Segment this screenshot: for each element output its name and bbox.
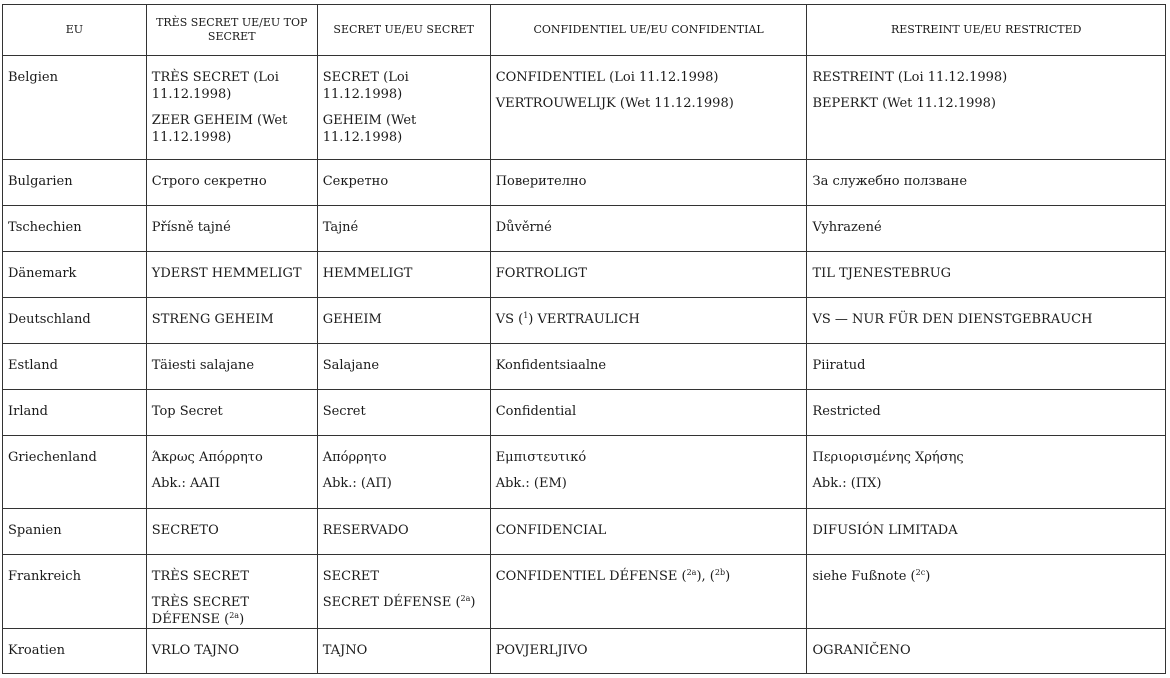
cell-top-secret	[146, 160, 317, 206]
cell-confidential	[490, 252, 807, 298]
cell-line: Строго секретно	[151, 174, 267, 189]
cell-line: Vyhrazené	[812, 220, 882, 235]
cell-line: Abk.: (ΕΜ)	[495, 476, 567, 491]
cell-line: SECRET	[322, 569, 379, 584]
cell-top-secret	[146, 555, 317, 629]
cell-secret	[317, 56, 490, 160]
cell-restricted	[807, 436, 1166, 509]
cell-line: YDERST HEMMELIGT	[151, 266, 302, 281]
footnote-ref: 2b	[714, 568, 726, 577]
cell-line: SECRET (Loi 11.12.1998)	[322, 70, 409, 102]
cell-line: OGRANIČENO	[812, 643, 911, 658]
cell-country: Bulgarien	[3, 160, 147, 206]
cell-line: Přísně tajné	[151, 220, 231, 235]
header-confidential: CONFIDENTIEL UE/EU CONFIDENTIAL	[490, 5, 807, 56]
cell-line: Abk.: ΑΑΠ	[151, 476, 221, 491]
cell-line: Απόρρητο	[322, 450, 387, 465]
cell-line: Περιορισμένης Χρήσης	[812, 450, 964, 465]
cell-country: Deutschland	[3, 298, 147, 344]
cell-restricted	[807, 555, 1166, 629]
cell-line: Restricted	[812, 404, 881, 419]
cell-line: VS ($^1$) VERTRAULICH	[495, 311, 640, 327]
cell-text-after: ,	[701, 569, 710, 584]
cell-country: Dänemark	[3, 252, 147, 298]
cell-line: Piiratud	[812, 358, 866, 373]
classification-table	[2, 4, 1166, 674]
footnote-ref: 2a	[460, 594, 471, 603]
cell-secret	[317, 509, 490, 555]
cell-country: Tschechien	[3, 206, 147, 252]
cell-secret	[317, 206, 490, 252]
table-row	[3, 252, 1166, 298]
cell-country: Estland	[3, 344, 147, 390]
cell-secret	[317, 298, 490, 344]
cell-line: Поверително	[495, 174, 587, 189]
cell-line: ZEER GEHEIM (Wet 11.12.1998)	[151, 113, 288, 145]
cell-top-secret	[146, 390, 317, 436]
cell-confidential	[490, 555, 807, 629]
cell-line: TIL TJENESTEBRUG	[812, 266, 952, 281]
cell-line: TRÈS SECRET	[151, 569, 250, 584]
footnote-ref: 2a	[686, 568, 697, 577]
table-row	[3, 344, 1166, 390]
cell-country: Kroatien	[3, 629, 147, 674]
cell-confidential	[490, 298, 807, 344]
cell-line: Εμπιστευτικό	[495, 450, 587, 465]
cell-top-secret	[146, 56, 317, 160]
cell-top-secret	[146, 344, 317, 390]
table-body	[3, 56, 1166, 674]
cell-line: Tajné	[322, 220, 359, 235]
cell-text-after: VERTRAULICH	[533, 312, 640, 327]
table-row	[3, 436, 1166, 509]
cell-line: Top Secret	[151, 404, 223, 419]
cell-line: CONFIDENCIAL	[495, 523, 607, 538]
cell-text: siehe Fußnote	[812, 569, 907, 584]
cell-line: GEHEIM (Wet 11.12.1998)	[322, 113, 417, 145]
cell-line: GEHEIM	[322, 312, 382, 327]
cell-line: Confidential	[495, 404, 577, 419]
cell-secret	[317, 390, 490, 436]
footnote-ref: 2a	[229, 611, 240, 620]
cell-line: Salajane	[322, 358, 380, 373]
cell-line: HEMMELIGT	[322, 266, 413, 281]
cell-line: BEPERKT (Wet 11.12.1998)	[812, 96, 996, 111]
cell-top-secret	[146, 436, 317, 509]
cell-line: TRÈS SECRET DÉFENSE ($^{2a}$)	[151, 595, 250, 627]
cell-line: VS — NUR FÜR DEN DIENSTGEBRAUCH	[812, 312, 1093, 327]
cell-secret	[317, 160, 490, 206]
cell-restricted	[807, 160, 1166, 206]
header-eu: EU	[3, 5, 147, 56]
cell-line: Άκρως Απόρρητο	[151, 450, 263, 465]
cell-country: Frankreich	[3, 555, 147, 629]
cell-line: Abk.: (ΠΧ)	[812, 476, 882, 491]
cell-confidential	[490, 160, 807, 206]
cell-restricted	[807, 252, 1166, 298]
cell-text: SECRET DÉFENSE	[322, 595, 452, 610]
cell-confidential	[490, 206, 807, 252]
cell-text: CONFIDENTIEL DÉFENSE	[495, 569, 678, 584]
cell-confidential	[490, 56, 807, 160]
cell-secret	[317, 436, 490, 509]
cell-line: Abk.: (ΑΠ)	[322, 476, 392, 491]
cell-restricted	[807, 509, 1166, 555]
footnote-ref: 2c	[915, 568, 926, 577]
cell-secret	[317, 629, 490, 674]
cell-confidential	[490, 629, 807, 674]
header-restricted: RESTREINT UE/EU RESTRICTED	[807, 5, 1166, 56]
cell-line: CONFIDENTIEL DÉFENSE ($^{2a}$), ($^{2b}$)	[495, 568, 731, 584]
cell-text: TRÈS SECRET DÉFENSE	[151, 595, 250, 627]
cell-line: Täiesti salajane	[151, 358, 255, 373]
cell-confidential	[490, 390, 807, 436]
table-row	[3, 629, 1166, 674]
cell-line: RESTREINT (Loi 11.12.1998)	[812, 70, 1008, 85]
cell-line: Secret	[322, 404, 366, 419]
cell-line: TAJNO	[322, 643, 368, 658]
cell-line: VERTROUWELIJK (Wet 11.12.1998)	[495, 96, 734, 111]
cell-line: TRÈS SECRET (Loi 11.12.1998)	[151, 70, 279, 102]
cell-line: STRENG GEHEIM	[151, 312, 274, 327]
cell-restricted	[807, 206, 1166, 252]
cell-top-secret	[146, 298, 317, 344]
cell-line: За служебно ползване	[812, 174, 968, 189]
table-row	[3, 390, 1166, 436]
table-row	[3, 298, 1166, 344]
cell-line: CONFIDENTIEL (Loi 11.12.1998)	[495, 70, 719, 85]
cell-top-secret	[146, 509, 317, 555]
cell-line: siehe Fußnote ($^{2c}$)	[812, 568, 931, 584]
header-secret: SECRET UE/EU SECRET	[317, 5, 490, 56]
table-row	[3, 555, 1166, 629]
cell-restricted	[807, 56, 1166, 160]
cell-line: SECRET DÉFENSE ($^{2a}$)	[322, 594, 476, 610]
cell-country: Griechenland	[3, 436, 147, 509]
cell-line: FORTROLIGT	[495, 266, 587, 281]
cell-text: VS	[495, 312, 514, 327]
cell-line: SECRETO	[151, 523, 219, 538]
header-top-secret: TRÈS SECRET UE/EU TOP SECRET	[146, 5, 317, 56]
table-row	[3, 56, 1166, 160]
cell-restricted	[807, 629, 1166, 674]
cell-secret	[317, 252, 490, 298]
table-row	[3, 509, 1166, 555]
table-row	[3, 160, 1166, 206]
cell-country: Spanien	[3, 509, 147, 555]
cell-line: Důvěrné	[495, 220, 552, 235]
cell-top-secret	[146, 252, 317, 298]
cell-line: VRLO TAJNO	[151, 643, 239, 658]
cell-restricted	[807, 298, 1166, 344]
header-row	[3, 5, 1166, 56]
cell-restricted	[807, 344, 1166, 390]
cell-top-secret	[146, 206, 317, 252]
cell-line: POVJERLJIVO	[495, 643, 588, 658]
cell-secret	[317, 555, 490, 629]
cell-top-secret	[146, 629, 317, 674]
cell-confidential	[490, 344, 807, 390]
cell-confidential	[490, 436, 807, 509]
cell-line: RESERVADO	[322, 523, 409, 538]
table-row	[3, 206, 1166, 252]
footnote-ref: 1	[523, 311, 529, 320]
cell-line: Konfidentsiaalne	[495, 358, 607, 373]
cell-restricted	[807, 390, 1166, 436]
cell-secret	[317, 344, 490, 390]
cell-country: Belgien	[3, 56, 147, 160]
cell-line: Секретно	[322, 174, 389, 189]
cell-confidential	[490, 509, 807, 555]
cell-country: Irland	[3, 390, 147, 436]
cell-line: DIFUSIÓN LIMITADA	[812, 523, 958, 538]
